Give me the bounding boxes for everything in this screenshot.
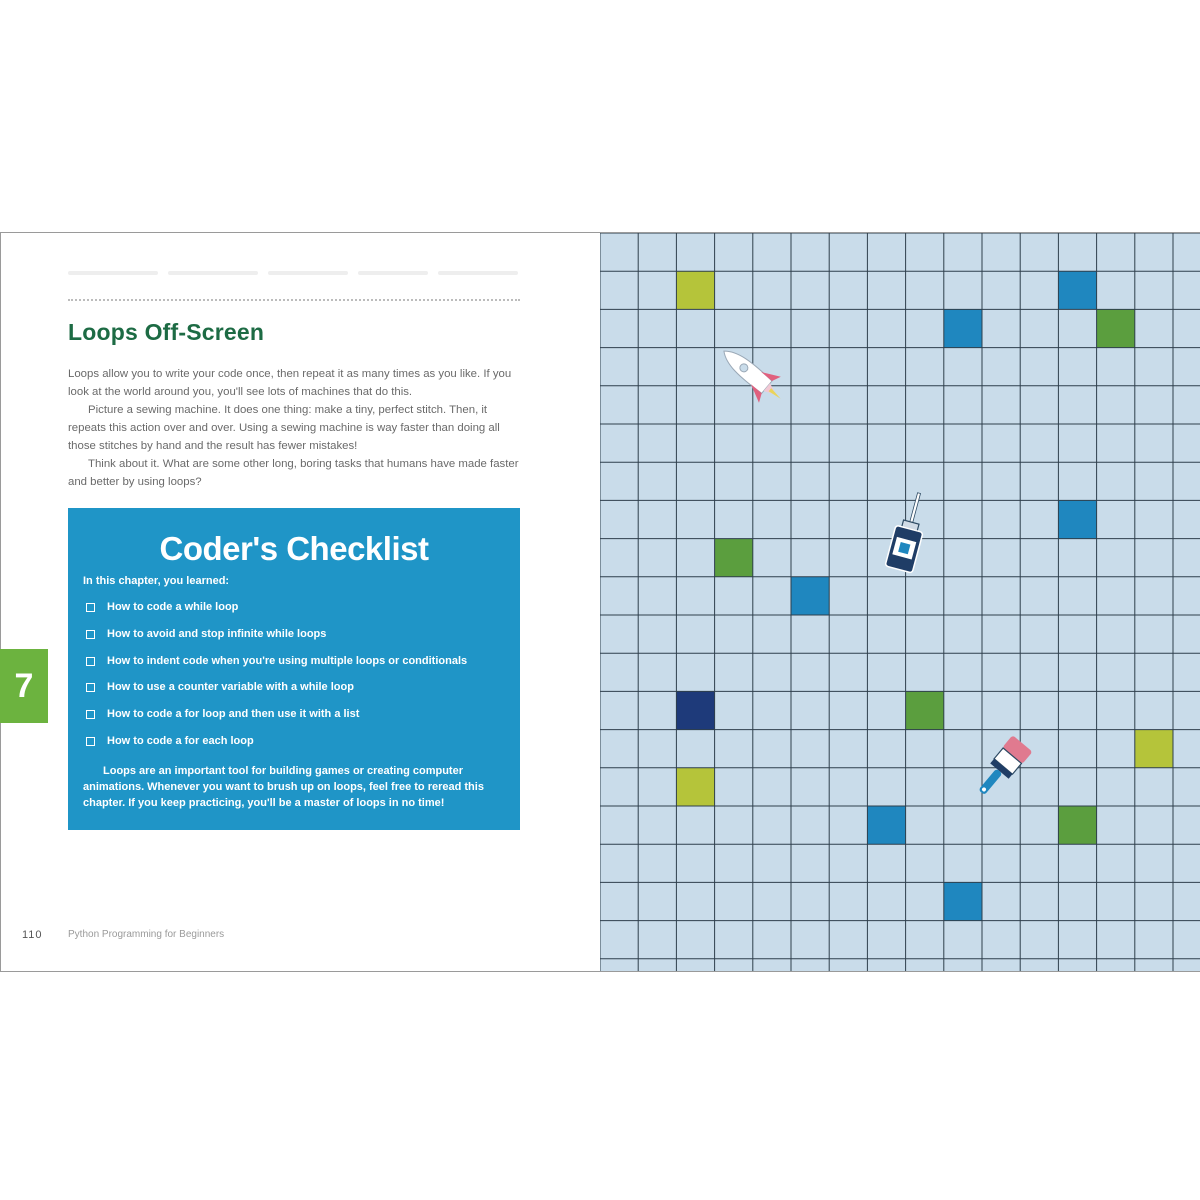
left-page	[0, 233, 600, 971]
filled-cell-blue	[1058, 271, 1096, 309]
checklist-item-label: How to code a for loop and then use it with a list	[107, 708, 360, 721]
checkbox-icon	[86, 657, 95, 666]
filled-cell-yellow	[676, 271, 714, 309]
checklist-item-label: How to indent code when you're using multiple loops or conditionals	[107, 654, 468, 667]
grid-svg	[600, 233, 1200, 971]
filled-cell-blue	[867, 806, 905, 844]
filled-cell-yellow	[676, 768, 714, 806]
filled-cell-green	[906, 691, 944, 729]
paragraph: Think about it. What are some other long, boring tasks that humans have made faster and better by using loops?	[68, 458, 519, 488]
checklist-intro: In this chapter, you learned:	[83, 575, 230, 587]
filled-cell-blue	[944, 309, 982, 347]
page-edge	[0, 233, 1, 971]
faint-header-rule	[68, 271, 520, 281]
checkbox-icon	[86, 603, 95, 612]
page-number: 110	[22, 929, 43, 941]
checklist-item-label: How to avoid and stop infinite while loops	[107, 627, 327, 640]
filled-cell-navy	[676, 691, 714, 729]
filled-cell-green	[1097, 309, 1135, 347]
book-spread	[0, 232, 1200, 972]
checklist-item	[83, 601, 467, 628]
battery-icon	[885, 489, 932, 573]
rocket-icon	[713, 338, 792, 412]
filled-cell-blue	[791, 577, 829, 615]
filled-cell-blue	[944, 882, 982, 920]
checklist-item-label: How to code a while loop	[107, 601, 239, 613]
checklist-item	[83, 708, 467, 735]
right-page-grid-illustration	[600, 233, 1200, 971]
checklist-item	[83, 681, 467, 708]
checkbox-icon	[86, 683, 95, 692]
running-footer: Python Programming for Beginners	[68, 929, 225, 940]
checklist-item	[83, 655, 467, 682]
body-text	[68, 365, 520, 491]
filled-cell-green	[715, 539, 753, 577]
checklist-title: Coder's Checklist	[159, 530, 429, 567]
checkbox-icon	[86, 710, 95, 719]
filled-cell-blue	[1058, 500, 1096, 538]
paragraph: Picture a sewing machine. It does one thing: make a tiny, perfect stitch. Then, it repeats this action over and over. Using a sewing machine is way faster than doing all those stitches by hand and the result has fewer mistakes!	[68, 404, 500, 452]
filled-cell-green	[1058, 806, 1096, 844]
section-heading: Loops Off-Screen	[68, 319, 265, 345]
checkbox-icon	[86, 630, 95, 639]
filled-cell-yellow	[1135, 730, 1173, 768]
chapter-tab: 7	[0, 649, 48, 723]
checklist-item	[83, 628, 467, 655]
coders-checklist-box	[68, 508, 520, 830]
checklist-items	[83, 601, 467, 762]
checklist-item	[83, 735, 467, 762]
checklist-item-label: How to code a for each loop	[107, 734, 254, 747]
paragraph: Loops allow you to write your code once, then repeat it as many times as you like. If you look at the world around you, you'll see lots of machines that do this.	[68, 368, 512, 398]
dotted-divider	[68, 299, 520, 301]
checkbox-icon	[86, 737, 95, 746]
checklist-outro: Loops are an important tool for building games or creating computer animations. Whenever you want to brush up on loops, feel free to reread this chapter. If you keep practicing, you'll be a master of loops in no time!	[83, 765, 484, 809]
checklist-item-label: How to use a counter variable with a while loop	[107, 681, 354, 694]
